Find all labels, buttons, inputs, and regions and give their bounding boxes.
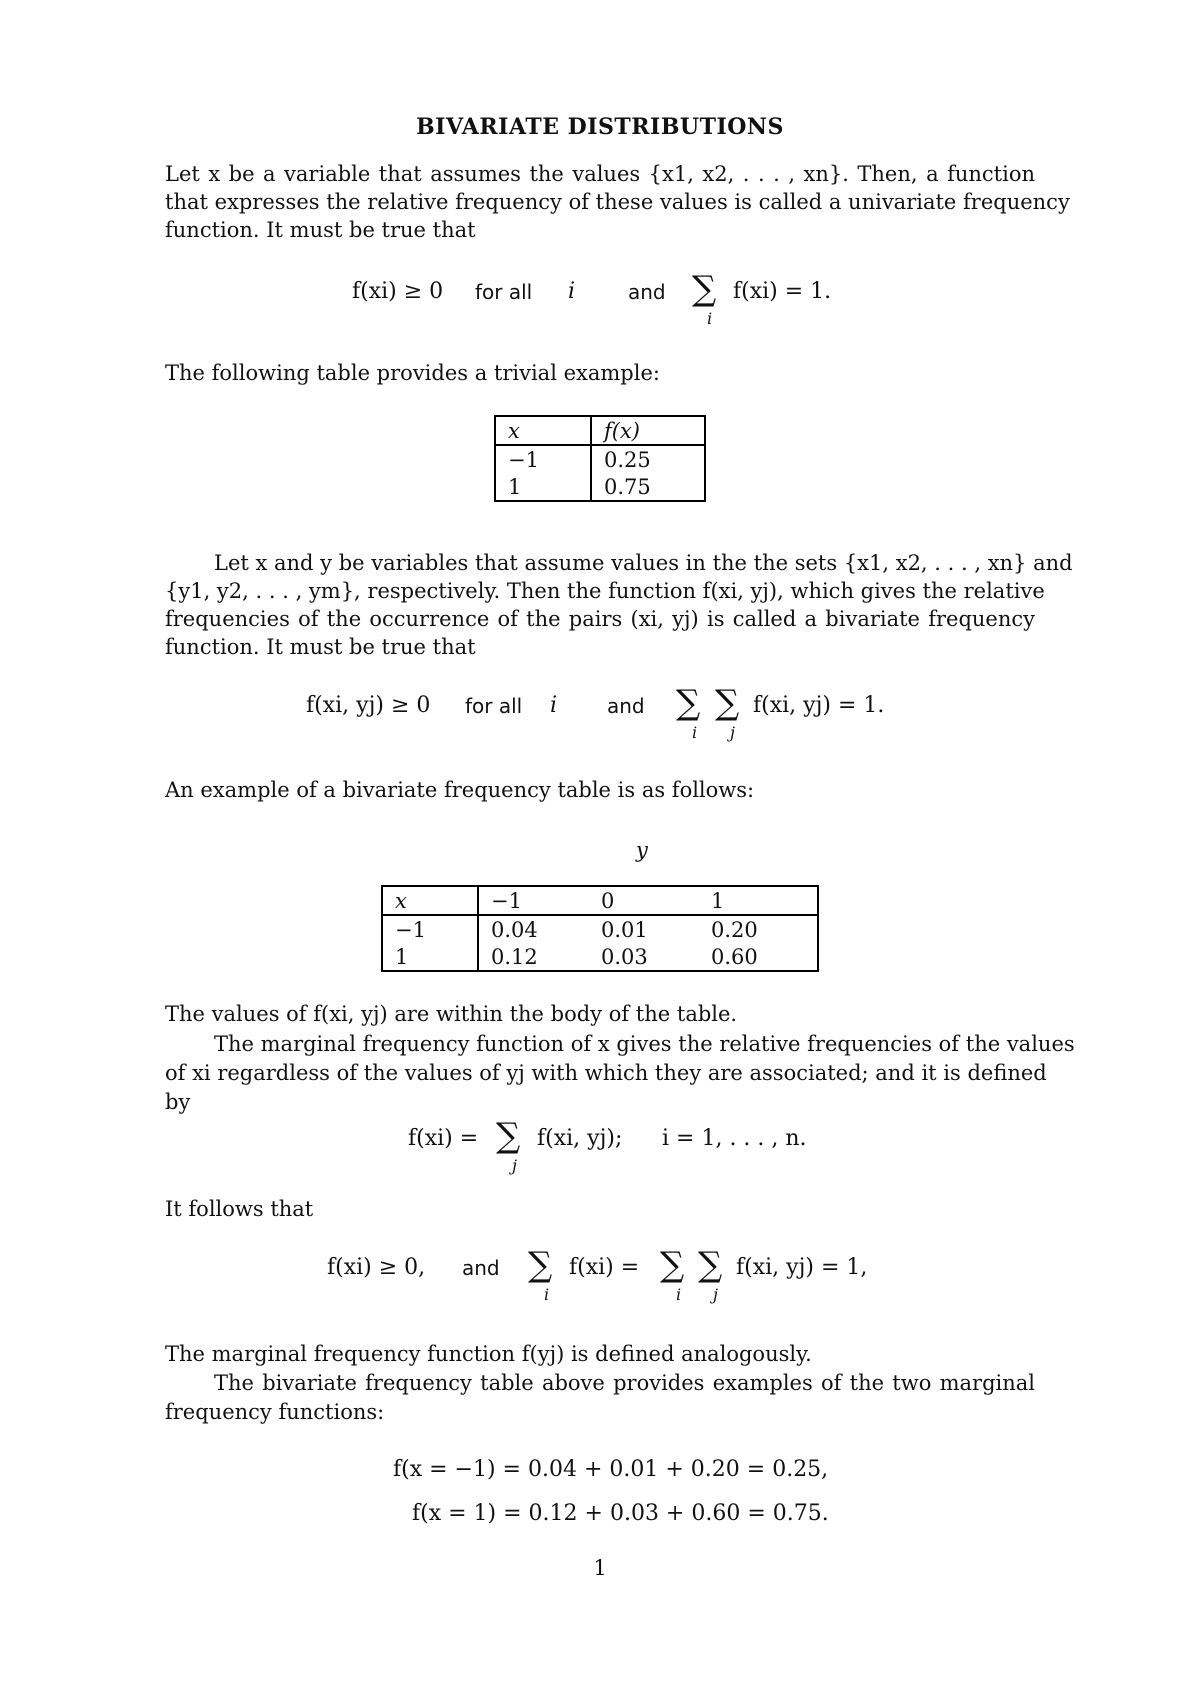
paragraph-1-line-1: Let x be a variable that assumes the values {x1, x2, . . . , xn}. Then, a function (165, 162, 1035, 186)
eq5: f(x = −1) = 0.04 + 0.01 + 0.20 = 0.25, (393, 1457, 829, 1482)
paragraph-2: The following table provides a trivial example: (165, 361, 660, 385)
table2-cell: 0.60 (711, 944, 758, 969)
sum-symbol: ∑ (660, 1245, 685, 1285)
paragraph-3-line-4: function. It must be true that (165, 635, 476, 659)
paragraph-9-line-2: frequency functions: (165, 1400, 385, 1424)
table1-header-x: x (495, 416, 591, 445)
paragraph-6-line-2: of xi regardless of the values of yj with which they are associated; and it is defined (165, 1061, 1047, 1085)
sum-symbol: ∑ (676, 683, 701, 723)
eq3-range: i = 1, . . . , n. (662, 1126, 807, 1151)
table2-cell: 0.01 (601, 917, 648, 942)
page-number: 1 (593, 1556, 607, 1580)
page-title: BIVARIATE DISTRIBUTIONS (416, 114, 784, 140)
table1-cell: 1 (495, 473, 591, 501)
eq2-sum-index-i: i (692, 723, 698, 742)
eq1-right: f(xi) = 1. (733, 279, 832, 304)
eq1-and: and (628, 280, 666, 304)
eq4-mid: f(xi) = (569, 1255, 640, 1280)
paragraph-6-line-1: The marginal frequency function of x gives the relative frequencies of the values (214, 1032, 1075, 1056)
paragraph-3-line-2: {y1, y2, . . . , ym}, respectively. Then the function f(xi, yj), which gives the relative (165, 579, 1045, 603)
eq1-sum-index: i (707, 309, 713, 328)
eq1-forall: for all (475, 280, 533, 304)
paragraph-7: It follows that (165, 1197, 314, 1221)
paragraph-4: An example of a bivariate frequency table is as follows: (165, 778, 755, 802)
eq4-sum-index-2: i (676, 1285, 682, 1304)
paragraph-6-line-3: by (165, 1090, 191, 1114)
eq3-right: f(xi, yj); (537, 1126, 623, 1151)
table1-cell: 0.75 (604, 474, 651, 499)
eq6: f(x = 1) = 0.12 + 0.03 + 0.60 = 0.75. (412, 1501, 829, 1526)
table1-cell: 0.25 (604, 447, 651, 472)
sum-symbol: ∑ (715, 683, 740, 723)
eq3-left: f(xi) = (408, 1126, 479, 1151)
eq3-sum-index: j (512, 1156, 517, 1175)
eq1-left: f(xi) ≥ 0 (352, 279, 444, 304)
paragraph-3-line-3: frequencies of the occurrence of the pairs (xi, yj) is called a bivariate frequency (165, 607, 1035, 631)
eq4-sum-index-1: i (544, 1285, 550, 1304)
sum-symbol: ∑ (698, 1245, 723, 1285)
table2-header-x: x (382, 886, 478, 915)
table2-header: 0 (589, 886, 699, 915)
table2-y-label: y (636, 838, 648, 862)
paragraph-1-line-3: function. It must be true that (165, 218, 476, 242)
table2-header: −1 (478, 886, 589, 915)
table2-cell: −1 (382, 915, 478, 943)
sum-symbol: ∑ (528, 1245, 553, 1285)
bivariate-table (381, 885, 819, 972)
paragraph-3-line-1: Let x and y be variables that assume values in the the sets {x1, x2, . . . , xn} and (214, 551, 1073, 575)
table2-cell: 0.04 (491, 917, 538, 942)
eq4-sum-index-3: j (713, 1285, 718, 1304)
eq2-forall: for all (465, 694, 523, 718)
table2-cell: 0.12 (491, 944, 538, 969)
paragraph-9-line-1: The bivariate frequency table above provides examples of the two marginal (214, 1371, 1035, 1395)
eq2-right: f(xi, yj) = 1. (753, 693, 885, 718)
eq2-index: i (550, 693, 558, 718)
table2-header: 1 (699, 886, 818, 915)
paragraph-1-line-2: that expresses the relative frequency of these values is called a univariate frequency (165, 190, 1070, 214)
table1-cell: −1 (495, 445, 591, 473)
table1-header-fx: f(x) (591, 416, 705, 445)
eq2-sum-index-j: j (730, 723, 735, 742)
eq2-and: and (607, 694, 645, 718)
eq4-right: f(xi, yj) = 1, (736, 1255, 868, 1280)
table2-cell: 0.03 (601, 944, 648, 969)
eq4-left: f(xi) ≥ 0, (327, 1255, 426, 1280)
eq1-index: i (568, 279, 576, 304)
paragraph-5: The values of f(xi, yj) are within the body of the table. (165, 1002, 738, 1026)
eq2-left: f(xi, yj) ≥ 0 (306, 693, 431, 718)
sum-symbol: ∑ (692, 269, 717, 309)
eq4-and: and (462, 1256, 500, 1280)
sum-symbol: ∑ (496, 1116, 521, 1156)
table2-cell: 0.20 (711, 917, 758, 942)
table2-cell: 1 (382, 943, 478, 971)
univariate-table (494, 415, 706, 502)
paragraph-8: The marginal frequency function f(yj) is defined analogously. (165, 1342, 812, 1366)
